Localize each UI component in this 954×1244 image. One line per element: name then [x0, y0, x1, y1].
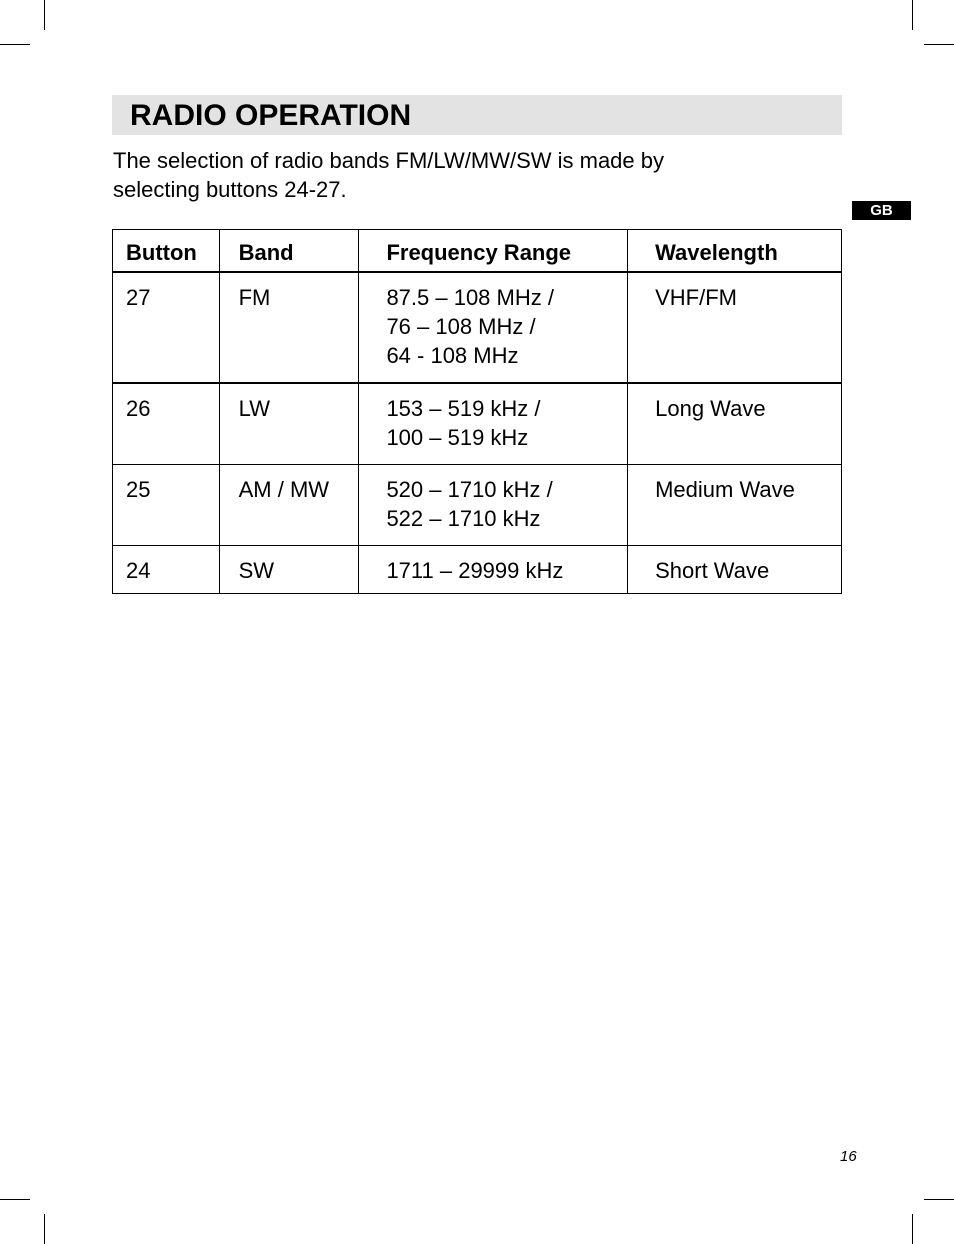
- cell-wavelength: VHF/FM: [628, 272, 842, 383]
- crop-mark: [912, 1214, 913, 1244]
- crop-mark: [924, 44, 954, 45]
- frequency-line: 87.5 – 108 MHz /: [386, 285, 554, 310]
- cell-button: 25: [113, 465, 220, 546]
- crop-mark: [924, 1199, 954, 1200]
- frequency-line: 520 – 1710 kHz /: [386, 477, 553, 502]
- cell-wavelength: Short Wave: [628, 546, 842, 594]
- cell-frequency: [359, 546, 628, 594]
- header-wavelength: Wavelength: [628, 230, 842, 273]
- crop-mark: [0, 44, 30, 45]
- section-title: RADIO OPERATION: [130, 99, 412, 132]
- cell-button: 26: [113, 383, 220, 465]
- language-tab: GB: [852, 201, 911, 220]
- frequency-line: 1711 – 29999 kHz: [386, 558, 564, 583]
- intro-line: selecting buttons 24-27.: [113, 177, 347, 202]
- radio-band-table: [112, 229, 842, 594]
- intro-line: The selection of radio bands FM/LW/MW/SW is made by: [113, 148, 664, 173]
- crop-mark: [44, 0, 45, 30]
- header-band: Band: [219, 230, 359, 273]
- table-header-row: [113, 230, 842, 273]
- cell-frequency: [359, 383, 628, 465]
- frequency-line: 64 - 108 MHz: [386, 343, 519, 368]
- table-row: [113, 383, 842, 465]
- frequency-line: 76 – 108 MHz /: [386, 314, 536, 339]
- cell-button: 27: [113, 272, 220, 383]
- cell-band: FM: [219, 272, 359, 383]
- page-number: 16: [840, 1148, 857, 1165]
- frequency-line: 100 – 519 kHz: [386, 425, 529, 450]
- section-header: [112, 95, 842, 135]
- cell-band: LW: [219, 383, 359, 465]
- frequency-line: 522 – 1710 kHz: [386, 506, 541, 531]
- cell-band: AM / MW: [219, 465, 359, 546]
- crop-mark: [0, 1199, 30, 1200]
- header-button: Button: [113, 230, 220, 273]
- cell-wavelength: Long Wave: [628, 383, 842, 465]
- cell-wavelength: Medium Wave: [628, 465, 842, 546]
- table-row: [113, 546, 842, 594]
- table-row: [113, 272, 842, 383]
- frequency-line: 153 – 519 kHz /: [386, 396, 541, 421]
- cell-band: SW: [219, 546, 359, 594]
- cell-frequency: [359, 272, 628, 383]
- cell-button: 24: [113, 546, 220, 594]
- cell-frequency: [359, 465, 628, 546]
- crop-mark: [912, 0, 913, 30]
- table-row: [113, 465, 842, 546]
- crop-mark: [44, 1214, 45, 1244]
- header-frequency-range: Frequency Range: [359, 230, 628, 273]
- intro-paragraph: [113, 146, 763, 204]
